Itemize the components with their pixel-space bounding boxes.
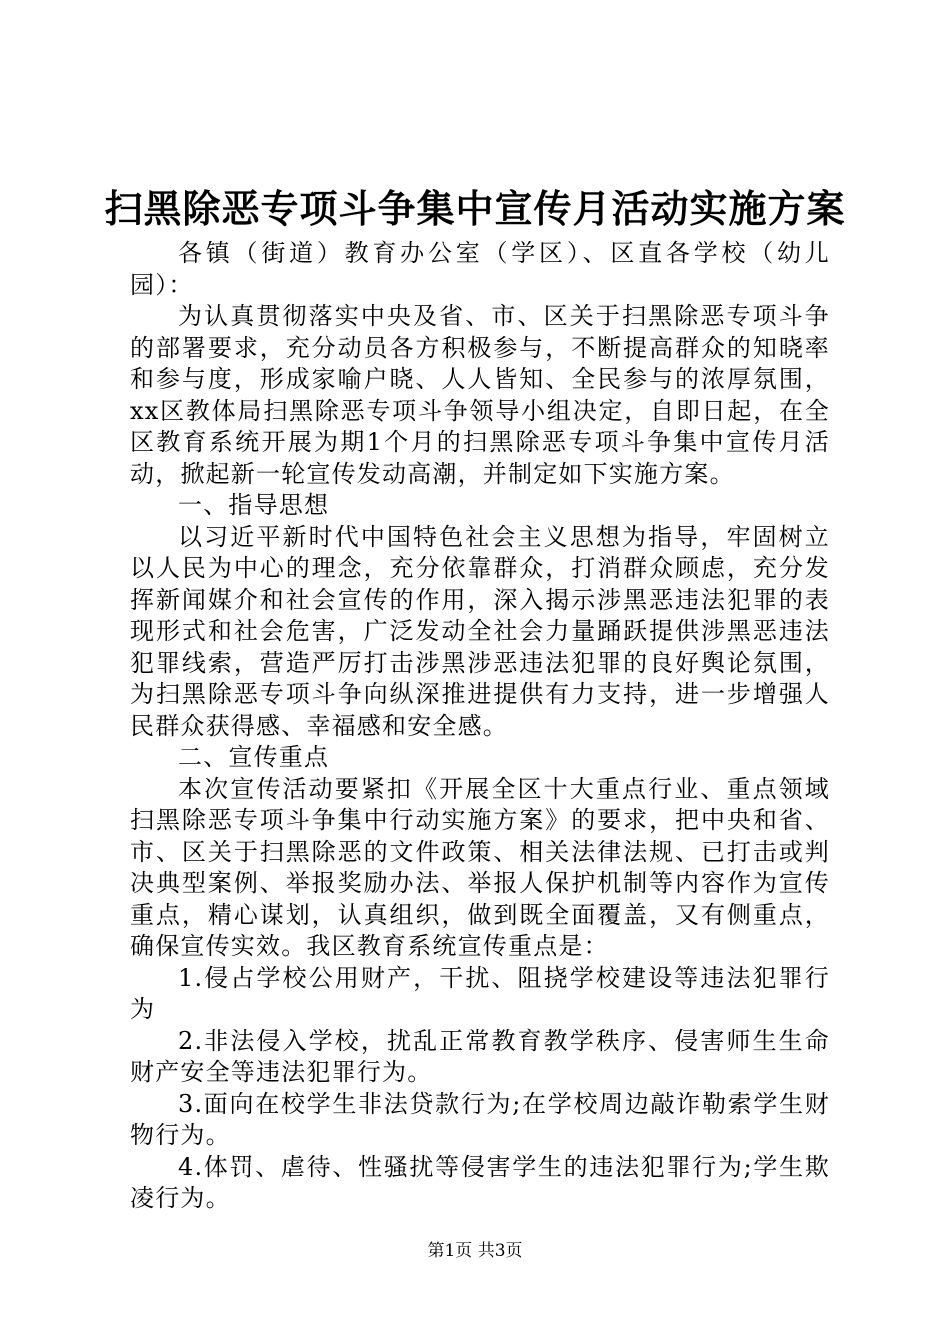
salutation-paragraph: 各镇（街道）教育办公室（学区）、区直各学校（幼儿园）： — [130, 239, 830, 299]
body-paragraph: 本次宣传活动要紧扣《开展全区十大重点行业、重点领域扫黑除恶专项斗争集中行动实施方案》的要求，把中央和省、市、区关于扫黑除恶的文件政策、相关法律法规、已打击或判决典型案例、举报奖励办法、举报人保护机制等内容作为宣传重点，精心谋划，认真组织，做到既全面覆盖，又有侧重点，确保宣传实效。我区教育系统宣传重点是： — [130, 774, 830, 960]
list-item: 3.面向在校学生非法贷款行为;在学校周边敲诈勒索学生财物行为。 — [130, 1089, 830, 1149]
list-item: 4.体罚、虐待、性骚扰等侵害学生的违法犯罪行为;学生欺凌行为。 — [130, 1152, 830, 1212]
section-heading: 一、指导思想 — [178, 491, 330, 519]
document-title: 扫黑除恶专项斗争集中宣传月活动实施方案 — [104, 186, 846, 231]
list-item: 1.侵占学校公用财产，干扰、阻挠学校建设等违法犯罪行为 — [130, 963, 830, 1023]
body-paragraph: 以习近平新时代中国特色社会主义思想为指导，牢固树立以人民为中心的理念，充分依靠群众，打消群众顾虑，充分发挥新闻媒介和社会宣传的作用，深入揭示涉黑恶违法犯罪的表现形式和社会危害，广泛发动全社会力量踊跃提供涉黑恶违法犯罪线索，营造严厉打击涉黑涉恶违法犯罪的良好舆论氛围，为扫黑除恶专项斗争向纵深推进提供有力支持，进一步增强人民群众获得感、幸福感和安全感。 — [130, 522, 830, 740]
list-item: 2.非法侵入学校，扰乱正常教育教学秩序、侵害师生生命财产安全等违法犯罪行为。 — [130, 1026, 830, 1086]
page-number-footer: 第1页 共3页 — [427, 1241, 523, 1261]
intro-paragraph: 为认真贯彻落实中央及省、市、区关于扫黑除恶专项斗争的部署要求，充分动员各方积极参与，不断提高群众的知晓率和参与度，形成家喻户晓、人人皆知、全民参与的浓厚氛围，xx区教体局扫黑除恶专项斗争领导小组决定，自即日起，在全区教育系统开展为期1个月的扫黑除恶专项斗争集中宣传月活动，掀起新一轮宣传发动高潮，并制定如下实施方案。 — [130, 302, 830, 488]
document-body — [130, 238, 830, 1215]
section-heading: 二、宣传重点 — [178, 743, 330, 771]
